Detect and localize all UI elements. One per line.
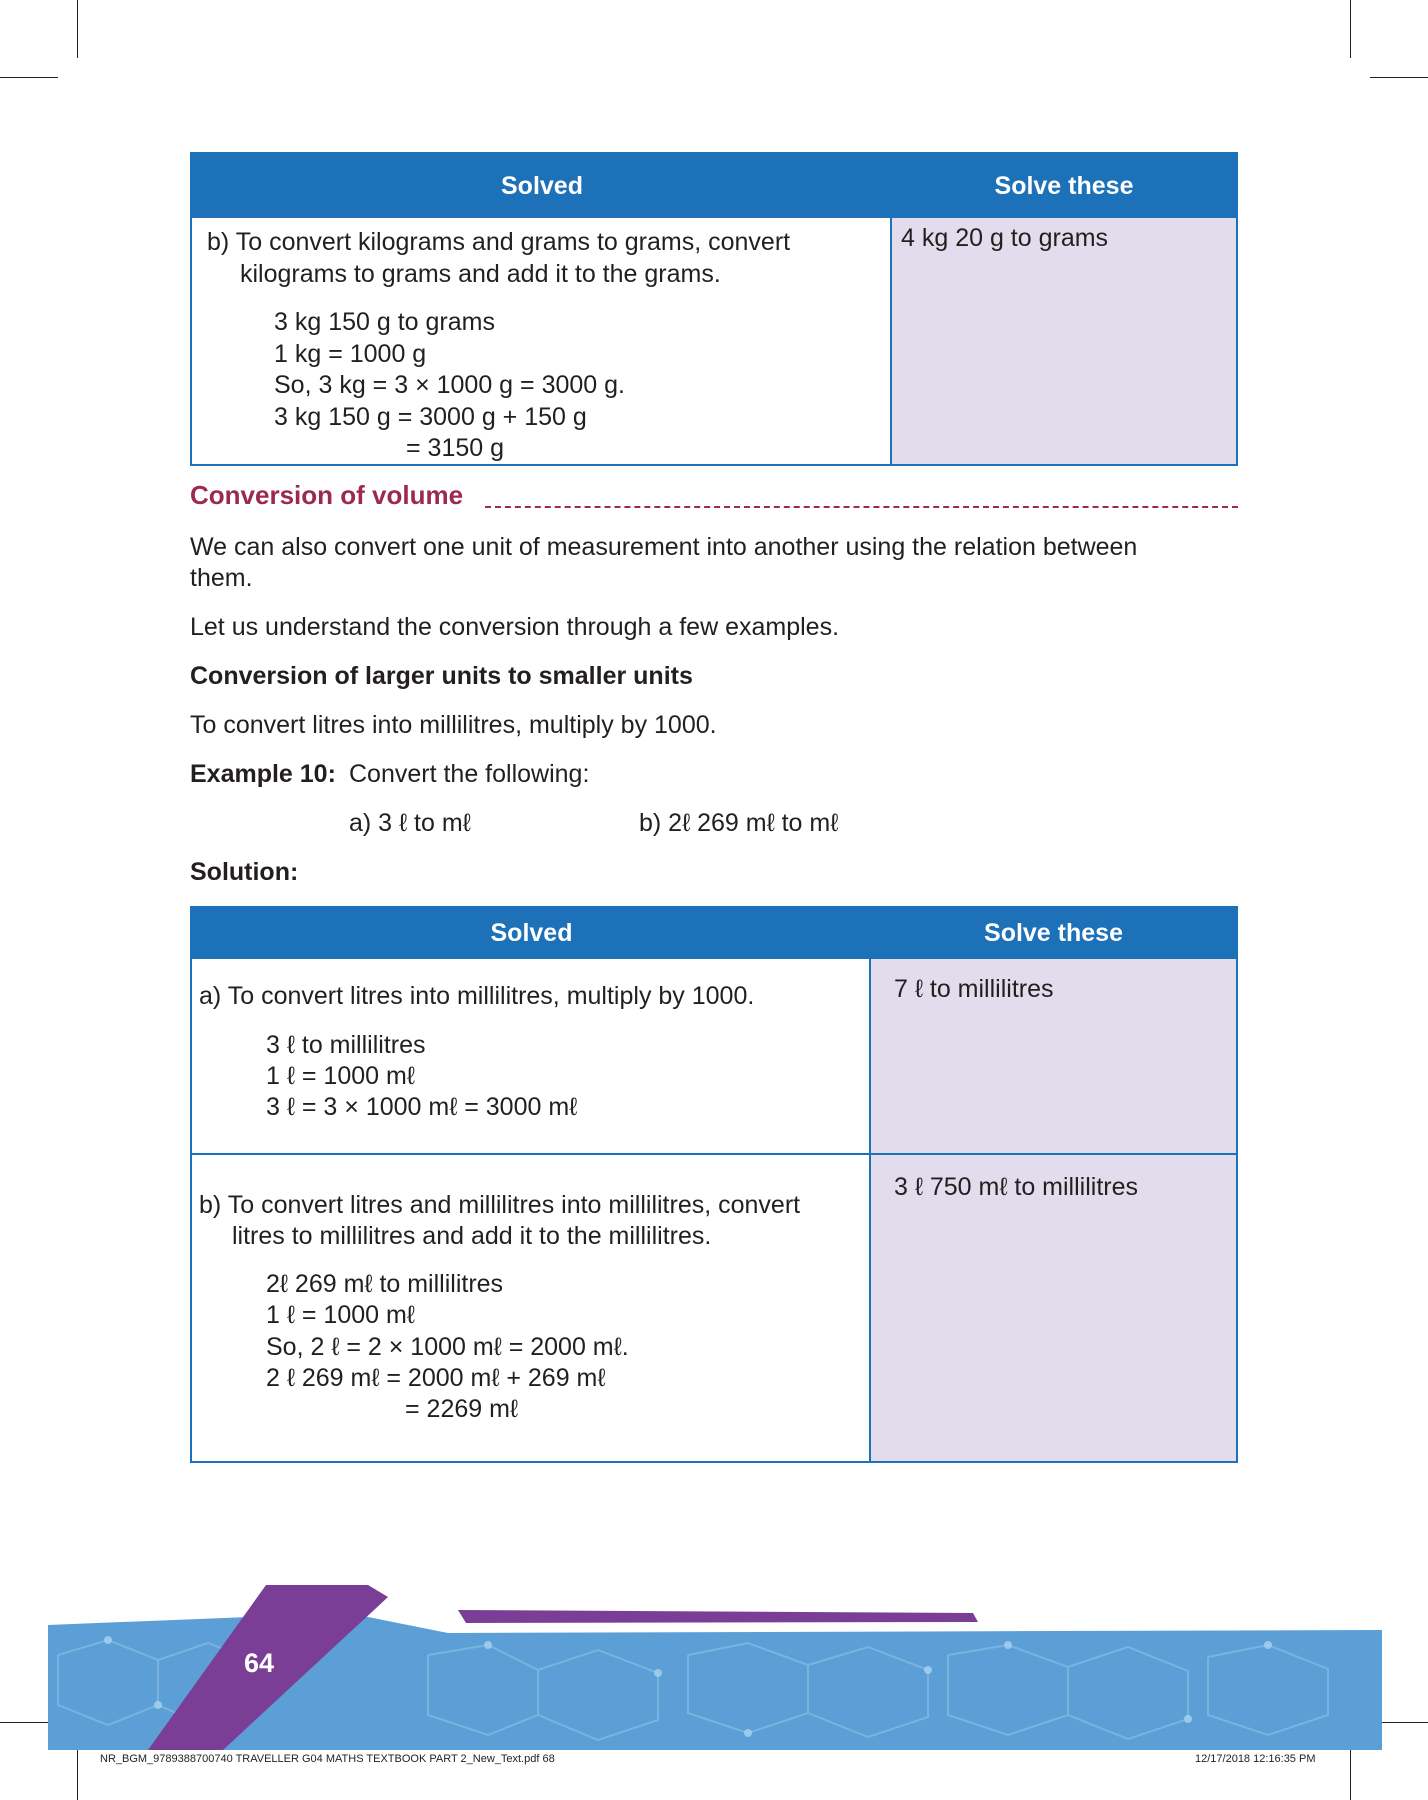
solved-cell: [192, 959, 871, 1153]
solved-line: = 3150 g: [406, 434, 505, 462]
print-slug-date: 12/17/2018 12:16:35 PM: [1195, 1753, 1316, 1765]
paragraph: them.: [190, 564, 253, 592]
solve-these-cell: [892, 218, 1236, 464]
solved-line: 1 ℓ = 1000 mℓ: [266, 1301, 415, 1329]
page-number: 64: [244, 1648, 275, 1678]
solved-line: 3 kg 150 g = 3000 g + 150 g: [274, 403, 587, 431]
crop-mark: [0, 77, 58, 78]
solve-these-cell: [871, 959, 1236, 1153]
solved-line: b) To convert kilograms and grams to grams, convert: [207, 228, 791, 256]
solved-line: = 2269 mℓ: [405, 1395, 519, 1423]
print-slug-file: NR_BGM_9789388700740 TRAVELLER G04 MATHS TEXTBOOK PART 2_New_Text.pdf 68: [100, 1753, 555, 1765]
crop-mark: [1350, 1742, 1351, 1800]
solved-line: b) To convert litres and millilitres into millilitres, convert: [199, 1191, 801, 1219]
solved-line: a) To convert litres into millilitres, multiply by 1000.: [199, 982, 755, 1010]
table-header: [192, 908, 1236, 959]
header-solved: Solved: [490, 919, 573, 947]
subheading: Conversion of larger units to smaller units: [190, 662, 693, 690]
exercise-text: 3 ℓ 750 mℓ to millilitres: [894, 1173, 1139, 1201]
conversion-table-volume: [190, 906, 1238, 1463]
table-row: [192, 1153, 1236, 1461]
example-text: Convert the following:: [349, 760, 590, 788]
paragraph: Let us understand the conversion through a few examples.: [190, 613, 840, 641]
crop-mark: [77, 1742, 78, 1800]
solved-cell: [192, 218, 892, 464]
header-solve-these: Solve these: [984, 919, 1123, 947]
solved-line: 1 ℓ = 1000 mℓ: [266, 1062, 415, 1090]
paragraph: We can also convert one unit of measurement into another using the relation between: [190, 533, 1138, 561]
crop-mark: [77, 0, 78, 58]
crop-mark: [1350, 0, 1351, 58]
solved-line: So, 3 kg = 3 × 1000 g = 3000 g.: [274, 371, 625, 399]
solved-line: 2 ℓ 269 mℓ = 2000 mℓ + 269 mℓ: [266, 1364, 606, 1392]
dashed-rule: [485, 506, 1238, 508]
solve-these-cell: [871, 1155, 1236, 1461]
solved-line: 2ℓ 269 mℓ to millilitres: [266, 1270, 504, 1298]
example-label: Example 10:: [190, 760, 336, 788]
solved-line: 3 kg 150 g to grams: [274, 308, 495, 336]
table-row: [192, 959, 1236, 1153]
exercise-text: 4 kg 20 g to grams: [901, 224, 1109, 252]
example-part-a: a) 3 ℓ to mℓ: [349, 809, 471, 837]
solved-line: So, 2 ℓ = 2 × 1000 mℓ = 2000 mℓ.: [266, 1333, 629, 1361]
paragraph: To convert litres into millilitres, multiply by 1000.: [190, 711, 717, 739]
exercise-text: 7 ℓ to millilitres: [894, 975, 1054, 1003]
solved-line: kilograms to grams and add it to the grams.: [240, 260, 721, 288]
table-row: [192, 218, 1236, 464]
table-header: [192, 154, 1236, 218]
solved-line: 1 kg = 1000 g: [274, 340, 427, 368]
example-part-b: b) 2ℓ 269 mℓ to mℓ: [639, 809, 839, 837]
conversion-table-mass: [190, 152, 1238, 466]
solved-line: litres to millilitres and add it to the millilitres.: [232, 1222, 712, 1250]
solved-cell: [192, 1155, 871, 1461]
solved-line: 3 ℓ to millilitres: [266, 1031, 426, 1059]
section-title: Conversion of volume: [190, 480, 464, 510]
header-solved: Solved: [501, 171, 583, 200]
crop-mark: [1370, 77, 1428, 78]
header-solve-these: Solve these: [994, 171, 1134, 200]
solved-line: 3 ℓ = 3 × 1000 mℓ = 3000 mℓ: [266, 1093, 578, 1121]
solution-label: Solution:: [190, 858, 299, 886]
